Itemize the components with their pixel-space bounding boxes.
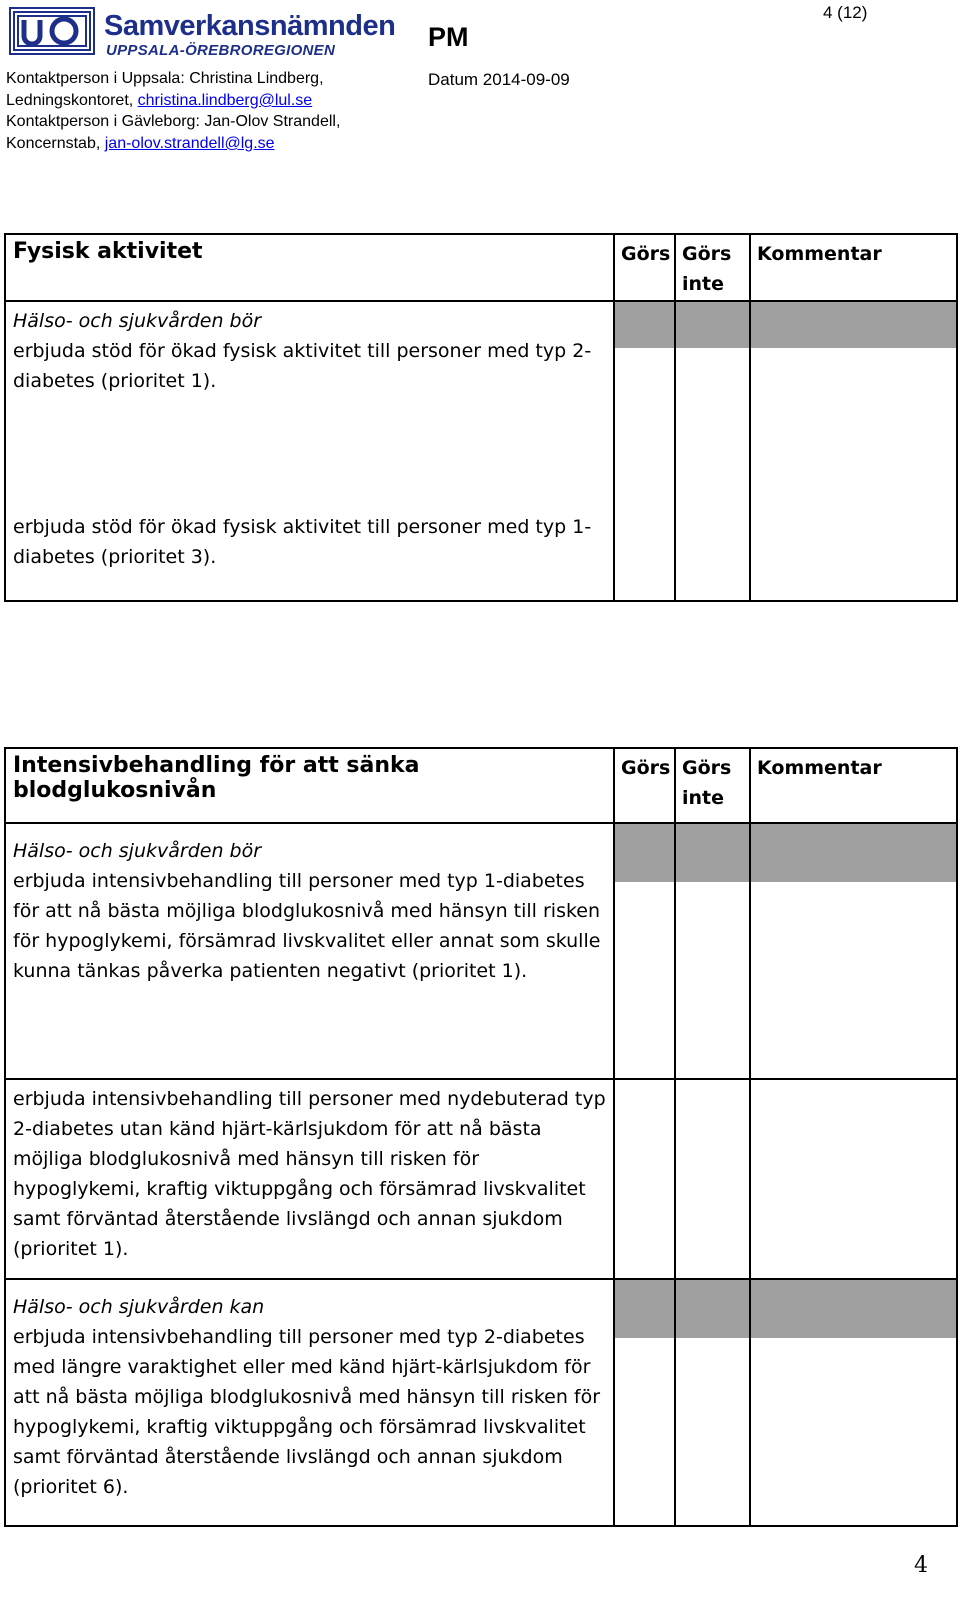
organization-logo [8, 6, 396, 59]
column-gors: Görs [621, 243, 671, 265]
table-header-row [5, 234, 957, 301]
requirement-item: erbjuda intensivbehandling till personer med nydebuterad typ 2-diabetes utan känd hjärt-kärlsjukdom för att nå bästa möjliga blodglukosnivå med hänsyn till risken för hypoglykemi, kraftig viktuppgång och försämrad livskvalitet samt förväntad återstående livslängd och annan sjukdom (prioritet 1). [13, 1088, 606, 1260]
page-number: 4 (12) [823, 3, 868, 22]
section-title: Intensivbehandling för att sänka blodglukosnivån [13, 753, 420, 803]
requirement-text [6, 1080, 613, 1264]
contact-uppsala-email-link[interactable]: christina.lindberg@lul.se [137, 92, 313, 109]
gors-checkbox-cell[interactable] [614, 1279, 675, 1526]
logo-subtitle: UPPSALA-ÖREBROREGIONEN [106, 42, 336, 59]
contact-uppsala-dept [6, 92, 312, 110]
requirement-item: erbjuda stöd för ökad fysisk aktivitet till personer med typ 1-diabetes (prioritet 3). [13, 516, 592, 568]
kommentar-cell[interactable] [750, 301, 957, 601]
requirement-item: erbjuda intensivbehandling till personer med typ 2-diabetes med längre varaktighet eller med känd hjärt-kärlsjukdom för att nå bästa möjliga blodglukosnivå med hänsyn till risken för hypoglykemi, kraftig viktuppgång och försämrad livskvalitet samt förväntad återstående livslängd och annan sjukdom (prioritet 6). [13, 1326, 601, 1498]
contact-uppsala: Kontaktperson i Uppsala: Christina Lindberg, [6, 70, 324, 87]
contact-gavleborg: Kontaktperson i Gävleborg: Jan-Olov Strandell, [6, 113, 341, 130]
column-kommentar: Kommentar [757, 243, 882, 265]
requirement-item: erbjuda intensivbehandling till personer med typ 1-diabetes för att nå bästa möjliga blodglukosnivå med hänsyn till risken för hypoglykemi, försämrad livskvalitet eller annat som skulle kunna tänkas påverka patienten negativt (prioritet 1). [13, 870, 601, 982]
gors-checkbox-cell[interactable] [614, 1079, 675, 1279]
footer-page-number: 4 [914, 1553, 928, 1578]
gors-inte-checkbox-cell[interactable] [675, 301, 750, 601]
contact-gavleborg-email-link[interactable]: jan-olov.strandell@lg.se [104, 135, 275, 152]
document-date: Datum 2014-09-09 [428, 70, 570, 89]
table-intensivbehandling [4, 747, 958, 1527]
column-kommentar: Kommentar [757, 757, 882, 779]
document-type: PM [428, 22, 469, 52]
kommentar-cell[interactable] [750, 823, 957, 1079]
table-row [5, 823, 957, 1079]
requirement-item: erbjuda stöd för ökad fysisk aktivitet till personer med typ 2-diabetes (prioritet 1). [13, 340, 592, 392]
gors-checkbox-cell[interactable] [614, 301, 675, 601]
logo-mark-icon [8, 6, 96, 56]
logo-name: Samverkansnämnden [104, 10, 396, 42]
table-row [5, 301, 957, 601]
requirement-intro: Hälso- och sjukvården kan [13, 1296, 265, 1318]
gors-inte-checkbox-cell[interactable] [675, 823, 750, 1079]
requirement-text [6, 1280, 613, 1502]
requirement-text [6, 302, 613, 572]
column-gors-inte: Görs inte [682, 757, 732, 809]
gors-inte-checkbox-cell[interactable] [675, 1079, 750, 1279]
requirement-intro: Hälso- och sjukvården bör [13, 310, 262, 332]
table-row [5, 1079, 957, 1279]
table-header-row [5, 748, 957, 823]
requirement-intro: Hälso- och sjukvården bör [13, 840, 262, 862]
section-title: Fysisk aktivitet [13, 239, 203, 264]
column-gors-inte: Görs inte [682, 243, 732, 295]
contact-gavleborg-dept-text: Koncernstab, [6, 135, 105, 152]
column-gors: Görs [621, 757, 671, 779]
kommentar-cell[interactable] [750, 1279, 957, 1526]
requirement-text [6, 824, 613, 986]
table-row [5, 1279, 957, 1526]
contact-gavleborg-dept [6, 135, 275, 153]
gors-inte-checkbox-cell[interactable] [675, 1279, 750, 1526]
gors-checkbox-cell[interactable] [614, 823, 675, 1079]
kommentar-cell[interactable] [750, 1079, 957, 1279]
contact-uppsala-dept-text: Ledningskontoret, [6, 92, 138, 109]
table-fysisk-aktivitet [4, 233, 958, 602]
